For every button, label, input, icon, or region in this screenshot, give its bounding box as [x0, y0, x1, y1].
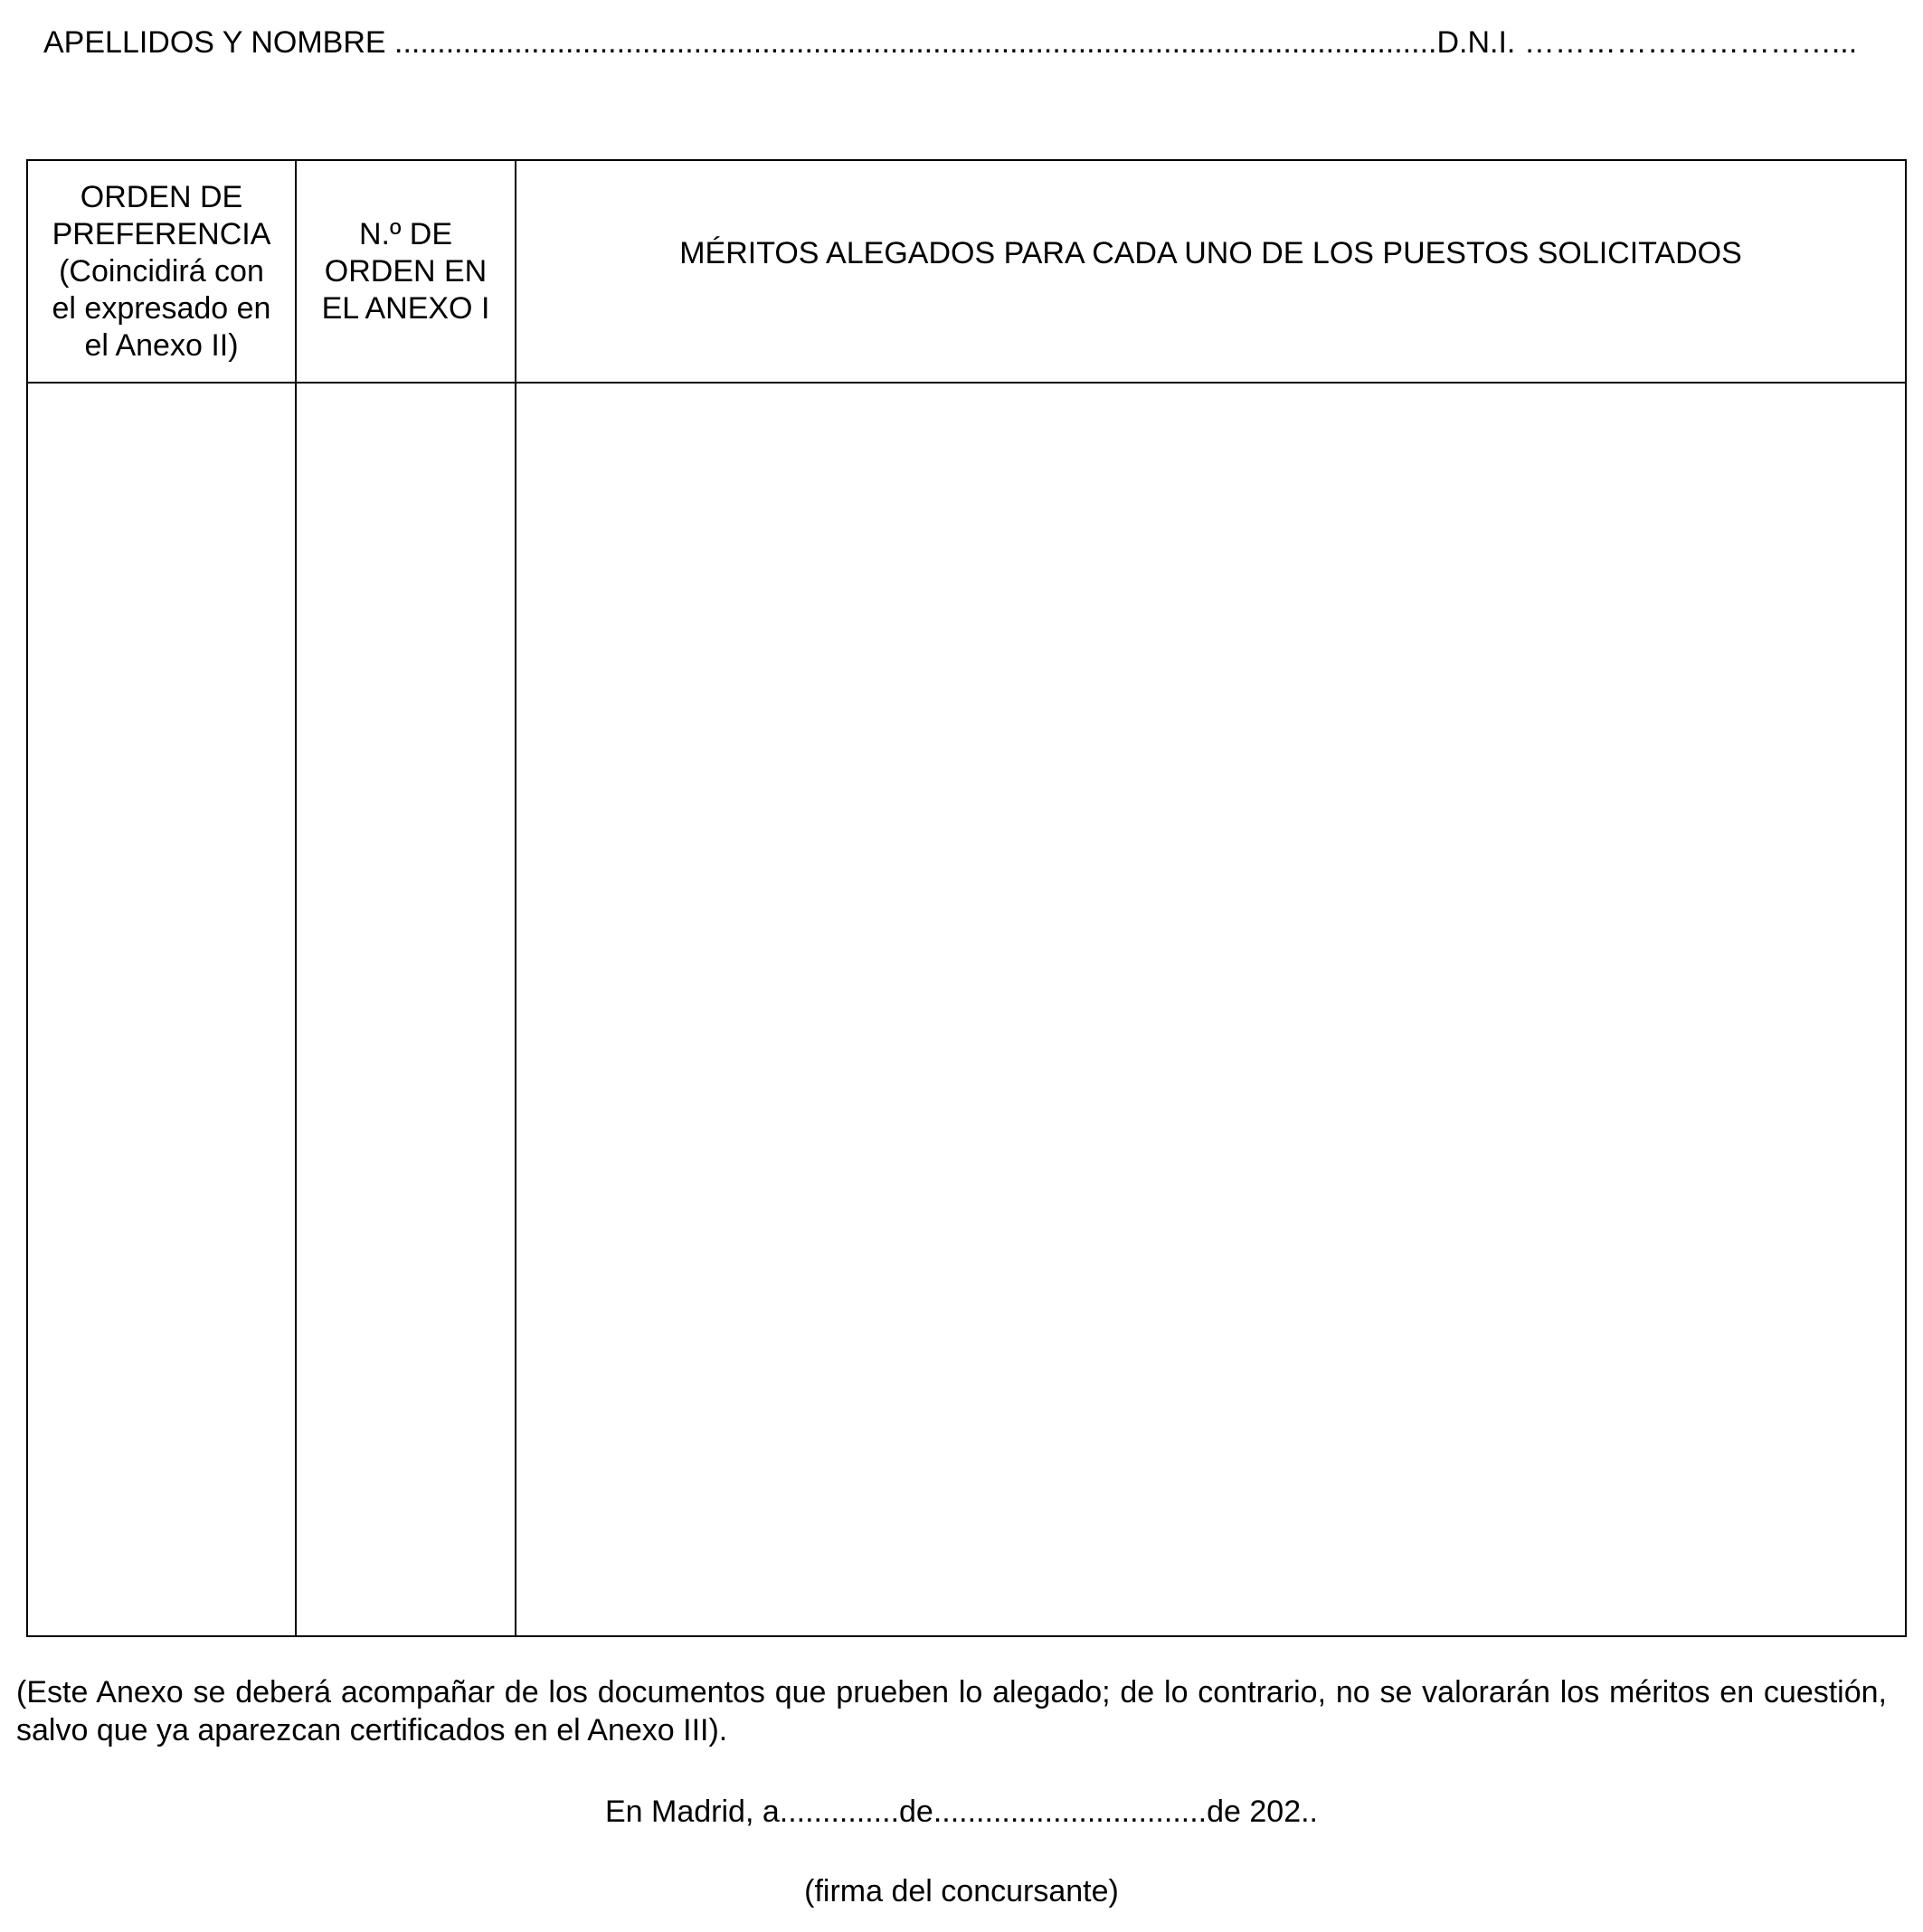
- header-line: EL ANEXO I: [321, 290, 490, 326]
- cell-orden-preferencia[interactable]: [27, 383, 296, 1636]
- header-line: ORDEN DE: [80, 179, 243, 214]
- dni-label: D.N.I.: [1436, 25, 1516, 60]
- header-line: el Anexo II): [84, 327, 239, 363]
- merits-table: [26, 159, 1907, 1637]
- name-dni-line: [43, 25, 1857, 61]
- header-line: N.º DE: [358, 216, 453, 251]
- header-line: MÉRITOS ALEGADOS PARA CADA UNO DE LOS PUESTOS SOLICITADOS: [679, 235, 1742, 270]
- header-numero-orden: [296, 160, 516, 383]
- table-header-row: [27, 160, 1906, 383]
- cell-meritos[interactable]: [516, 383, 1906, 1636]
- footnote: (Este Anexo se deberá acompañar de los documentos que prueben lo alegado; de lo contrario, no se valorarán los méritos en cuestión, salvo que ya aparezcan certificados en el Anexo III).: [16, 1675, 1887, 1747]
- name-label: APELLIDOS Y NOMBRE: [43, 25, 386, 60]
- name-field[interactable]: ..........................................................................................................................: [394, 25, 1437, 60]
- header-meritos: [516, 160, 1906, 383]
- place-date-line: En Madrid, a..............de................................de 202..: [605, 1795, 1318, 1829]
- header-orden-preferencia: [27, 160, 296, 383]
- table-body-row: [27, 383, 1906, 1636]
- header-line: (Coincidirá con: [59, 253, 264, 289]
- header-line: el expresado en: [52, 290, 271, 326]
- header-line: PREFERENCIA: [52, 216, 271, 251]
- cell-numero-orden[interactable]: [296, 383, 516, 1636]
- header-line: ORDEN EN: [324, 253, 488, 289]
- signature-label: (firma del concursante): [804, 1874, 1119, 1908]
- dni-field[interactable]: …………………………...: [1523, 25, 1858, 60]
